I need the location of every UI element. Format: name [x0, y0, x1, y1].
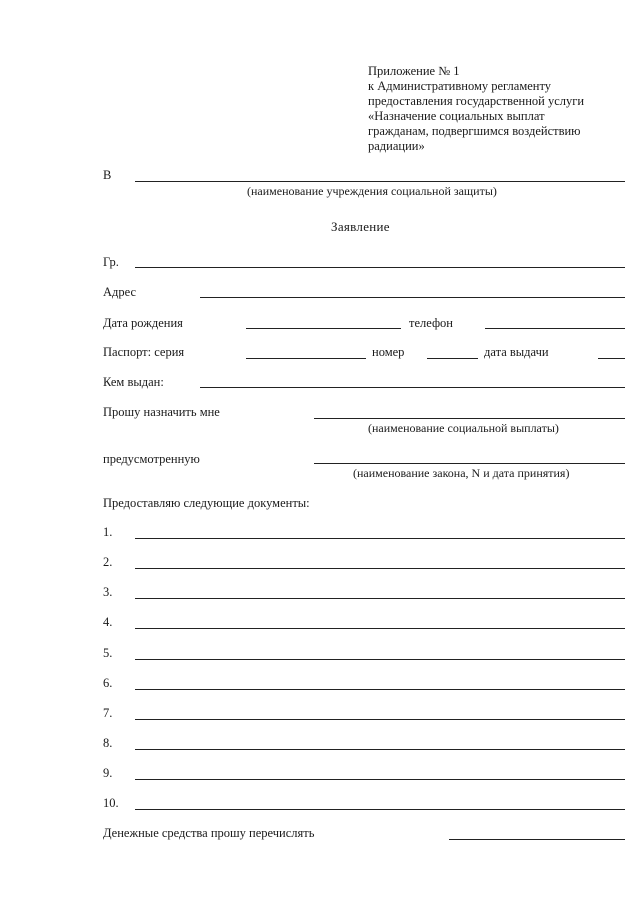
- header-line-3: предоставления государственной услуги: [368, 94, 585, 108]
- addressee-prefix: В: [103, 168, 112, 182]
- passport-number-label: номер: [372, 345, 405, 359]
- header-line-5: гражданам, подвергшимся воздействию: [368, 124, 581, 138]
- doc-item-number: 3.: [103, 585, 113, 599]
- issued-by-field[interactable]: [200, 387, 625, 388]
- provided-for-label: предусмотренную: [103, 452, 200, 466]
- transfer-label: Денежные средства прошу перечислять: [103, 826, 315, 840]
- doc-item-number: 2.: [103, 555, 113, 569]
- doc-item-field[interactable]: [135, 598, 625, 599]
- law-caption: (наименование закона, N и дата принятия): [353, 466, 570, 480]
- passport-number-field[interactable]: [427, 358, 478, 359]
- doc-item-field[interactable]: [135, 689, 625, 690]
- request-label: Прошу назначить мне: [103, 405, 220, 419]
- document-title: Заявление: [331, 219, 390, 234]
- doc-item-field[interactable]: [135, 749, 625, 750]
- doc-item-field[interactable]: [135, 659, 625, 660]
- passport-series-field[interactable]: [246, 358, 366, 359]
- birth-date-field[interactable]: [246, 328, 401, 329]
- citizen-label: Гр.: [103, 255, 119, 269]
- phone-field[interactable]: [485, 328, 625, 329]
- issue-date-field[interactable]: [598, 358, 625, 359]
- address-field[interactable]: [200, 297, 625, 298]
- payment-caption: (наименование социальной выплаты): [368, 421, 559, 435]
- doc-item-field[interactable]: [135, 568, 625, 569]
- doc-item-number: 5.: [103, 646, 113, 660]
- doc-item-number: 4.: [103, 615, 113, 629]
- documents-heading: Предоставляю следующие документы:: [103, 496, 310, 510]
- header-line-6: радиации»: [368, 139, 425, 153]
- doc-item-number: 9.: [103, 766, 113, 780]
- citizen-field[interactable]: [135, 267, 625, 268]
- doc-item-field[interactable]: [135, 779, 625, 780]
- appendix-header: [368, 64, 584, 154]
- addressee-caption: (наименование учреждения социальной защиты): [247, 184, 497, 198]
- header-line-1: Приложение № 1: [368, 64, 460, 78]
- doc-item-number: 6.: [103, 676, 113, 690]
- birth-date-label: Дата рождения: [103, 316, 183, 330]
- doc-item-number: 1.: [103, 525, 113, 539]
- doc-item-number: 7.: [103, 706, 113, 720]
- doc-item-field[interactable]: [135, 538, 625, 539]
- address-label: Адрес: [103, 285, 137, 299]
- doc-item-field[interactable]: [135, 719, 625, 720]
- transfer-field[interactable]: [449, 839, 625, 840]
- doc-item-number: 10.: [103, 796, 119, 810]
- header-line-4: «Назначение социальных выплат: [368, 109, 545, 123]
- issued-by-label: Кем выдан:: [103, 375, 164, 389]
- doc-item-number: 8.: [103, 736, 113, 750]
- doc-item-field[interactable]: [135, 809, 625, 810]
- issue-date-label: дата выдачи: [484, 345, 549, 359]
- phone-label: телефон: [409, 316, 453, 330]
- payment-field[interactable]: [314, 418, 625, 419]
- header-line-2: к Административному регламенту: [368, 79, 552, 93]
- addressee-field[interactable]: [135, 181, 625, 182]
- law-field[interactable]: [314, 463, 625, 464]
- doc-item-field[interactable]: [135, 628, 625, 629]
- passport-series-label: Паспорт: серия: [103, 345, 185, 359]
